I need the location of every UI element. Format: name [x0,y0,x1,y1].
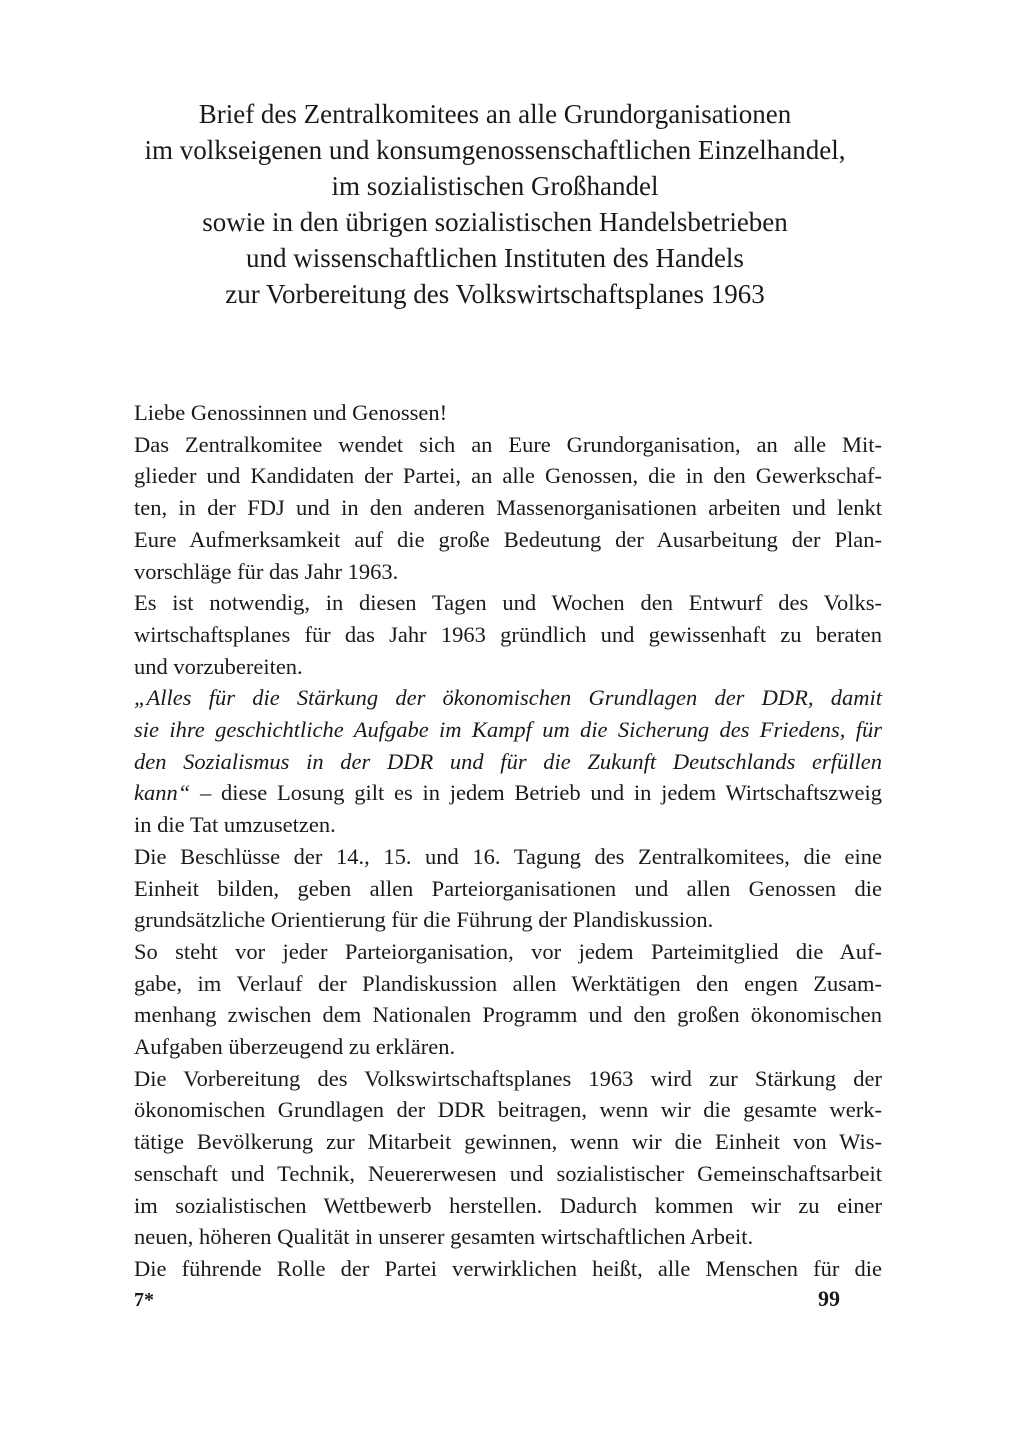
quote-line: sie ihre geschichtliche Aufgabe im Kampf um die Sicherung des Friedens, für [134,717,882,743]
text-line: Die Beschlüsse der 14., 15. und 16. Tagung des Zentralkomitees, die eine [134,843,882,869]
paragraph-6 [134,1063,882,1253]
title-line: im sozialistischen Großhandel [331,171,659,201]
quote-end: kann“ [134,780,191,806]
paragraph-1 [134,429,882,588]
title-line: und wissenschaftlichen Instituten des Handels [246,243,744,273]
text-line: grundsätzliche Orientierung für die Führung der Plandiskussion. [134,907,714,933]
page-number: 99 [818,1286,840,1311]
paragraph-2 [134,587,882,682]
title-line: zur Vorbereitung des Volkswirtschaftsplanes 1963 [225,279,765,309]
quote-tail-line [134,777,882,809]
paragraph-5 [134,936,882,1063]
text-line: Die Vorbereitung des Volkswirtschaftsplanes 1963 wird zur Stärkung der [134,1065,882,1091]
text-line: gabe, im Verlauf der Plandiskussion allen Werktätigen den engen Zusam- [134,970,882,996]
quote-line: den Sozialismus in der DDR und für die Zukunft Deutschlands erfüllen [134,748,882,774]
text-line: So steht vor jeder Parteiorganisation, vor jedem Parteimitglied die Auf- [134,938,882,964]
text-line: Einheit bilden, geben allen Parteiorganisationen und allen Genossen die [134,875,882,901]
title-line: sowie in den übrigen sozialistischen Handelsbetrieben [202,207,788,237]
document-title [100,96,890,312]
text-line: Eure Aufmerksamkeit auf die große Bedeutung der Ausarbeitung der Plan- [134,526,882,552]
text-line: tätige Bevölkerung zur Mitarbeit gewinnen, wenn wir die Einheit von Wis- [134,1129,882,1155]
text-line: senschaft und Technik, Neuererwesen und sozialistischer Gemeinschaftsarbeit [134,1160,882,1186]
text-line: neuen, höheren Qualität in unserer gesamten wirtschaftlichen Arbeit. [134,1224,754,1250]
paragraph-4 [134,841,882,936]
title-line: im volkseigenen und konsumgenossenschaftlichen Einzelhandel, [144,135,846,165]
text-line: wirtschaftsplanes für das Jahr 1963 gründlich und gewissenhaft zu beraten [134,621,882,647]
text-line: Die führende Rolle der Partei verwirklichen heißt, alle Menschen für die [134,1255,882,1281]
paragraph-3-quote [134,682,882,841]
text-line: und vorzubereiten. [134,653,303,679]
losung-text: – diese Losung gilt es in jedem Betrieb und in jedem Wirtschaftszweig [190,780,882,806]
signature-mark: 7* [134,1289,154,1311]
letter-body [134,397,882,1285]
text-line: im sozialistischen Wettbewerb herstellen. Dadurch kommen wir zu einer [134,1192,882,1218]
text-line: menhang zwischen dem Nationalen Programm und den großen ökonomischen [134,1002,882,1028]
text-line: Das Zentralkomitee wendet sich an Eure Grundorganisation, an alle Mit- [134,431,882,457]
text-line: ten, in der FDJ und in den anderen Massenorganisationen arbeiten und lenkt [134,495,882,521]
paragraph-7 [134,1253,882,1285]
text-line: Es ist notwendig, in diesen Tagen und Wochen den Entwurf des Volks- [134,590,882,616]
quote-line: „Alles für die Stärkung der ökonomischen Grundlagen der DDR, damit [134,685,882,711]
title-line: Brief des Zentralkomitees an alle Grundorganisationen [198,99,792,129]
text-line: ökonomischen Grundlagen der DDR beitragen, wenn wir die gesamte werk- [134,1097,882,1123]
text-line: Aufgaben überzeugend zu erklären. [134,1034,456,1060]
salutation [134,397,882,429]
salutation-line: Liebe Genossinnen und Genossen! [134,400,448,425]
text-line: vorschläge für das Jahr 1963. [134,558,399,584]
text-line: in die Tat umzusetzen. [134,812,336,838]
text-line: glieder und Kandidaten der Partei, an alle Genossen, die in den Gewerkschaf- [134,463,882,489]
